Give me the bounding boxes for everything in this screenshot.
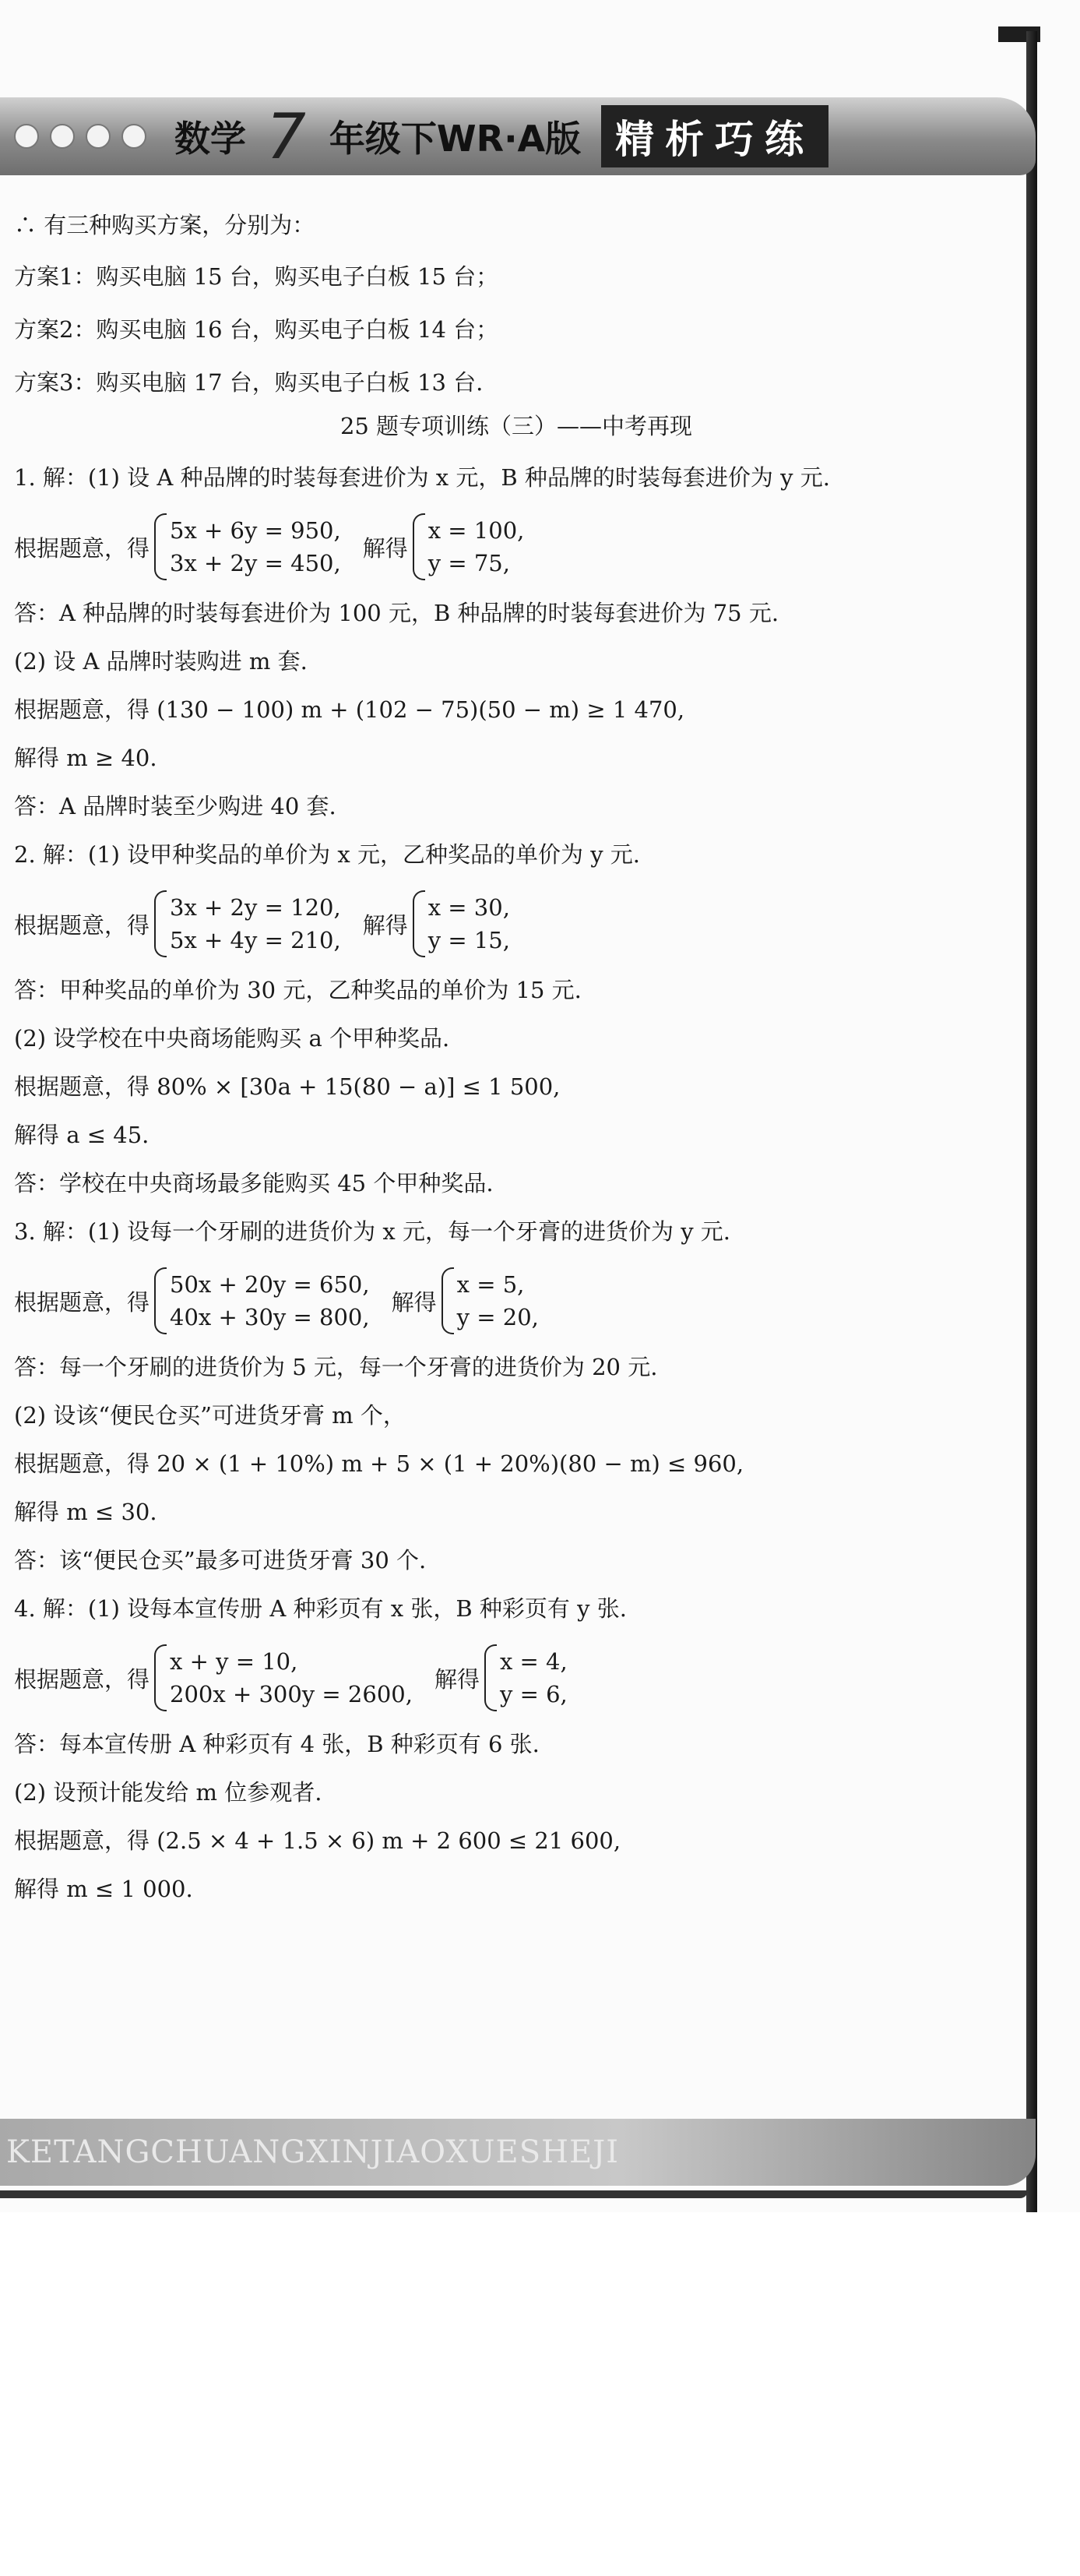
lead-text: 根据题意，得 (14, 1288, 150, 1316)
equation: 3x + 2y = 120, (170, 894, 341, 921)
footer-band (0, 2119, 1036, 2186)
footer-edge (0, 2190, 1028, 2198)
brace-icon (154, 890, 167, 957)
brace-icon (154, 513, 167, 580)
brace-icon (154, 1644, 167, 1711)
equation: 3x + 2y = 450, (170, 550, 341, 576)
answer-line: 答：学校在中央商场最多能购买 45 个甲种奖品. (14, 1170, 494, 1196)
inequality-line: 根据题意，得 (2.5 × 4 + 1.5 × 6) m + 2 600 ≤ 21 600, (14, 1827, 621, 1854)
answer-line: 答：A 种品牌的时装每套进价为 100 元，B 种品牌的时装每套进价为 75 元. (14, 600, 779, 626)
brace-icon (441, 1267, 454, 1334)
solution: y = 15, (427, 927, 510, 953)
question-line: (2) 设预计能发给 m 位参观者. (14, 1779, 322, 1806)
solution: y = 75, (427, 550, 510, 576)
inequality-line: 根据题意，得 80% × [30a + 15(80 − a)] ≤ 1 500, (14, 1073, 561, 1100)
equation-system (14, 1644, 1018, 1711)
dot-icon (86, 124, 111, 149)
page-right-edge (1026, 31, 1037, 2212)
lead-text: 根据题意，得 (14, 911, 150, 939)
equation-system (14, 513, 1018, 580)
equation: 50x + 20y = 650, (170, 1271, 370, 1298)
solution-line: 解得 m ≥ 40. (14, 745, 157, 771)
question-line: (2) 设该“便民仓买”可进货牙膏 m 个， (14, 1402, 406, 1429)
header-series: 精析巧练 (601, 105, 828, 167)
inequality-line: 根据题意，得 20 × (1 + 10%) m + 5 × (1 + 20%)(80 − m) ≤ 960, (14, 1450, 744, 1477)
dot-icon (50, 124, 75, 149)
header-grade-number: 7 (266, 100, 306, 173)
question-line: 4. 解：(1) 设每本宣传册 A 种彩页有 x 张，B 种彩页有 y 张. (14, 1595, 627, 1622)
header-grade-text: 年级下WR·A版 (329, 118, 582, 160)
question-line: 2. 解：(1) 设甲种奖品的单价为 x 元，乙种奖品的单价为 y 元. (14, 841, 641, 868)
solution: x = 30, (427, 894, 510, 921)
lead-text: 根据题意，得 (14, 534, 150, 562)
solution-line: 解得 m ≤ 30. (14, 1499, 157, 1525)
equation: 5x + 4y = 210, (170, 927, 341, 953)
text-line: 方案1：购买电脑 15 台，购买电子白板 15 台； (14, 263, 499, 290)
question-line: (2) 设学校在中央商场能购买 a 个甲种奖品. (14, 1025, 450, 1052)
header-subject: 数学 (174, 118, 246, 160)
equation: 200x + 300y = 2600, (170, 1681, 413, 1707)
equation-system (14, 890, 1018, 957)
equation: 40x + 30y = 800, (170, 1304, 370, 1330)
equation: x + y = 10, (170, 1648, 298, 1675)
text-line: 方案2：购买电脑 16 台，购买电子白板 14 台； (14, 316, 499, 343)
question-line: 3. 解：(1) 设每一个牙刷的进货价为 x 元，每一个牙膏的进货价为 y 元. (14, 1218, 731, 1245)
solution-line: 解得 a ≤ 45. (14, 1122, 150, 1148)
equation-system (14, 1267, 1018, 1334)
solution: x = 100, (427, 517, 525, 544)
solve-text: 解得 (362, 911, 408, 939)
brace-icon (413, 890, 425, 957)
answer-line: 答：甲种奖品的单价为 30 元，乙种奖品的单价为 15 元. (14, 977, 582, 1003)
text-line: ∴ 有三种购买方案，分别为： (14, 212, 315, 238)
solution: x = 5, (456, 1271, 525, 1298)
brace-icon (413, 513, 425, 580)
content (14, 191, 1018, 1906)
lead-text: 根据题意，得 (14, 1665, 150, 1693)
solution: y = 20, (456, 1304, 539, 1330)
equation: 5x + 6y = 950, (170, 517, 341, 544)
dot-icon (121, 124, 146, 149)
answer-line: 答：该“便民仓买”最多可进货牙膏 30 个. (14, 1547, 427, 1573)
dot-icon (14, 124, 39, 149)
solution: y = 6, (499, 1681, 568, 1707)
question-line: (2) 设 A 品牌时装购进 m 套. (14, 648, 308, 675)
header-band (0, 97, 1036, 175)
answer-line: 答：每一个牙刷的进货价为 5 元，每一个牙膏的进货价为 20 元. (14, 1354, 658, 1380)
solve-text: 解得 (362, 534, 408, 562)
answer-line: 答：A 品牌时装至少购进 40 套. (14, 793, 336, 819)
solve-text: 解得 (434, 1665, 480, 1693)
footer-text: KETANGCHUANGXINJIAOXUESHEJI (6, 2134, 620, 2170)
answer-line: 答：每本宣传册 A 种彩页有 4 张，B 种彩页有 6 张. (14, 1731, 540, 1757)
text-line: 方案3：购买电脑 17 台，购买电子白板 13 台. (14, 369, 484, 396)
brace-icon (484, 1644, 497, 1711)
solution-line: 解得 m ≤ 1 000. (14, 1876, 193, 1902)
header-dots (14, 124, 146, 149)
brace-icon (154, 1267, 167, 1334)
solve-text: 解得 (391, 1288, 437, 1316)
inequality-line: 根据题意，得 (130 − 100) m + (102 − 75)(50 − m) ≥ 1 470, (14, 696, 685, 723)
section-title: 25 题专项训练（三）——中考再现 (339, 413, 693, 439)
question-line: 1. 解：(1) 设 A 种品牌的时装每套进价为 x 元，B 种品牌的时装每套进价为 y 元. (14, 464, 830, 491)
solution: x = 4, (499, 1648, 568, 1675)
